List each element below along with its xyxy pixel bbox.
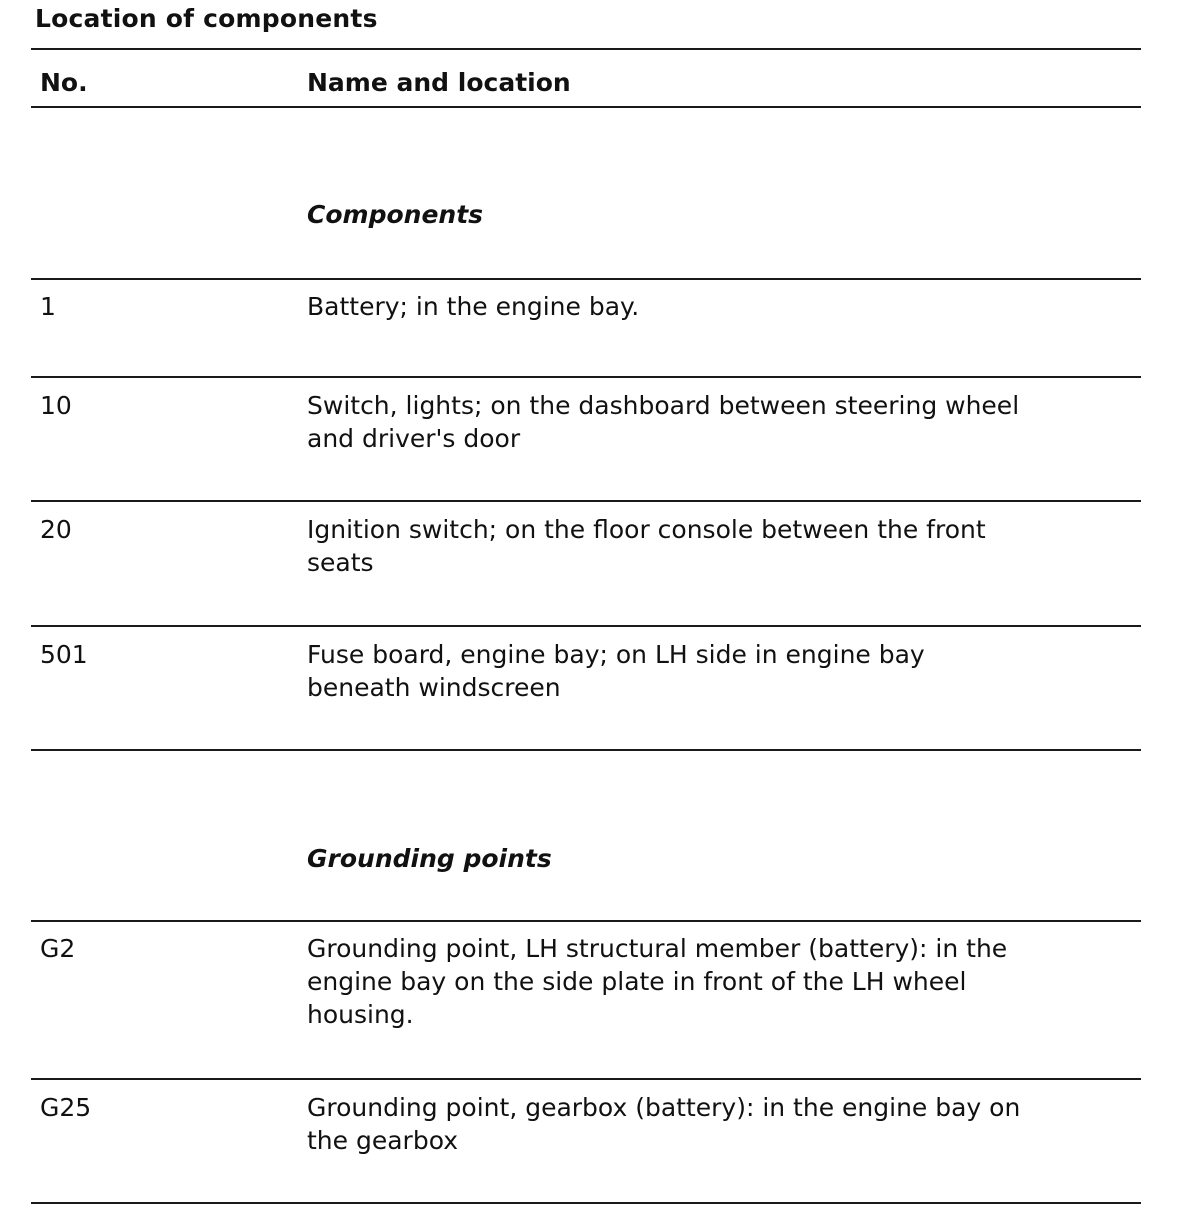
- section-heading-grounding-points: Grounding points: [307, 844, 552, 873]
- row-divider: [31, 1078, 1141, 1080]
- description-line: Grounding point, LH structural member (battery): in the: [307, 934, 1008, 963]
- description-line: Grounding point, gearbox (battery): in the engine bay on: [307, 1093, 1021, 1122]
- header-bottom-rule: [31, 106, 1141, 108]
- row-number: 1: [40, 292, 56, 321]
- description-line: Battery; in the engine bay.: [307, 292, 640, 321]
- description-line: the gearbox: [307, 1126, 459, 1155]
- table-top-rule: [31, 48, 1141, 50]
- row-description: [307, 290, 1132, 323]
- row-divider: [31, 625, 1141, 627]
- row-description: [307, 389, 1132, 455]
- description-line: housing.: [307, 1000, 414, 1029]
- row-description: [307, 638, 1132, 704]
- row-number: 20: [40, 515, 72, 544]
- description-line: and driver's door: [307, 424, 521, 453]
- table-bottom-rule: [31, 1202, 1141, 1204]
- description-line: beneath windscreen: [307, 673, 561, 702]
- page-title: Location of components: [35, 4, 378, 33]
- row-number: 10: [40, 391, 72, 420]
- row-divider: [31, 278, 1141, 280]
- section-heading-components: Components: [307, 200, 484, 229]
- row-divider: [31, 500, 1141, 502]
- row-description: [307, 513, 1132, 579]
- row-number: 501: [40, 640, 88, 669]
- description-line: seats: [307, 548, 374, 577]
- description-line: Switch, lights; on the dashboard between steering wheel: [307, 391, 1020, 420]
- row-description: [307, 1091, 1132, 1157]
- row-number: G25: [40, 1093, 92, 1122]
- description-line: Ignition switch; on the floor console between the front: [307, 515, 986, 544]
- column-header-no: No.: [40, 68, 88, 97]
- row-divider: [31, 920, 1141, 922]
- description-line: Fuse board, engine bay; on LH side in engine bay: [307, 640, 925, 669]
- row-number: G2: [40, 934, 76, 963]
- row-description: [307, 932, 1132, 1031]
- row-divider: [31, 749, 1141, 751]
- column-header-name-location: Name and location: [307, 68, 571, 97]
- description-line: engine bay on the side plate in front of the LH wheel: [307, 967, 967, 996]
- row-divider: [31, 376, 1141, 378]
